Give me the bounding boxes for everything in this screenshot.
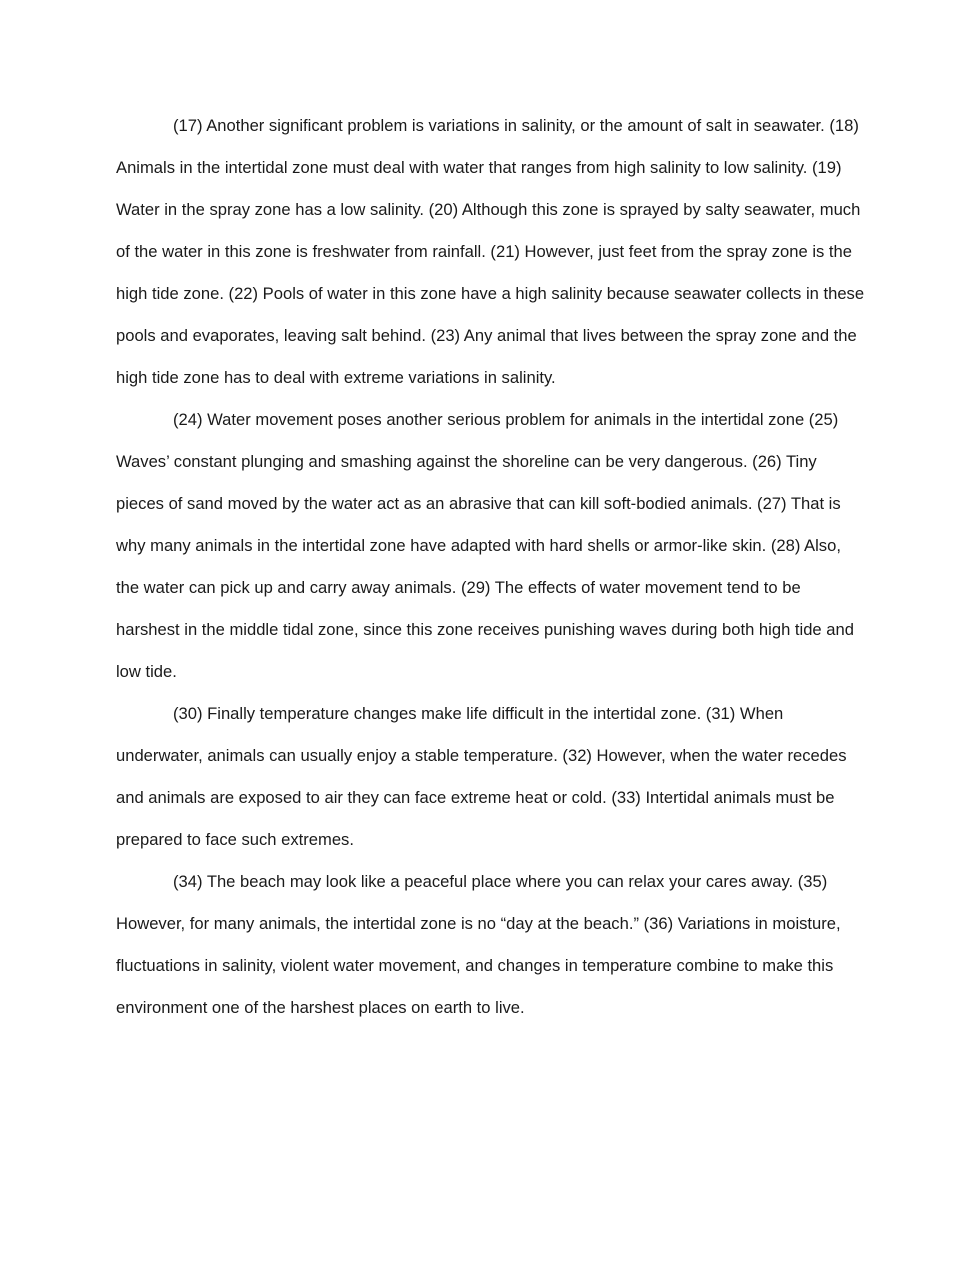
document-body [116, 105, 868, 1029]
paragraph-water-movement: (24) Water movement poses another serious problem for animals in the intertidal zone (25) Waves’ constant plunging and smashing against the shoreline can be very dangerous. (26) Tiny pieces of sand moved by the water act as an abrasive that can kill soft-bodied animals. (27) That is why many animals in the intertidal zone have adapted with hard shells or armor-like skin. (28) Also, the water can pick up and carry away animals. (29) The effects of water movement tend to be harshest in the middle tidal zone, since this zone receives punishing waves during both high tide and low tide. [116, 410, 854, 681]
paragraph-conclusion: (34) The beach may look like a peaceful place where you can relax your cares away. (35) However, for many animals, the intertidal zone is no “day at the beach.” (36) Variations in moisture, fluctuations in salinity, violent water movement, and changes in temperature combine to make this environment one of the harshest places on earth to live. [116, 872, 841, 1017]
paragraph-salinity: (17) Another significant problem is variations in salinity, or the amount of salt in seawater. (18) Animals in the intertidal zone must deal with water that ranges from high salinity to low salinity. (19) Water in the spray zone has a low salinity. (20) Although this zone is sprayed by salty seawater, much of the water in this zone is freshwater from rainfall. (21) However, just feet from the spray zone is the high tide zone. (22) Pools of water in this zone have a high salinity because seawater collects in these pools and evaporates, leaving salt behind. (23) Any animal that lives between the spray zone and the high tide zone has to deal with extreme variations in salinity. [116, 116, 865, 387]
paragraph-temperature: (30) Finally temperature changes make life difficult in the intertidal zone. (31) When underwater, animals can usually enjoy a stable temperature. (32) However, when the water recedes and animals are exposed to air they can face extreme heat or cold. (33) Intertidal animals must be prepared to face such extremes. [116, 704, 847, 849]
